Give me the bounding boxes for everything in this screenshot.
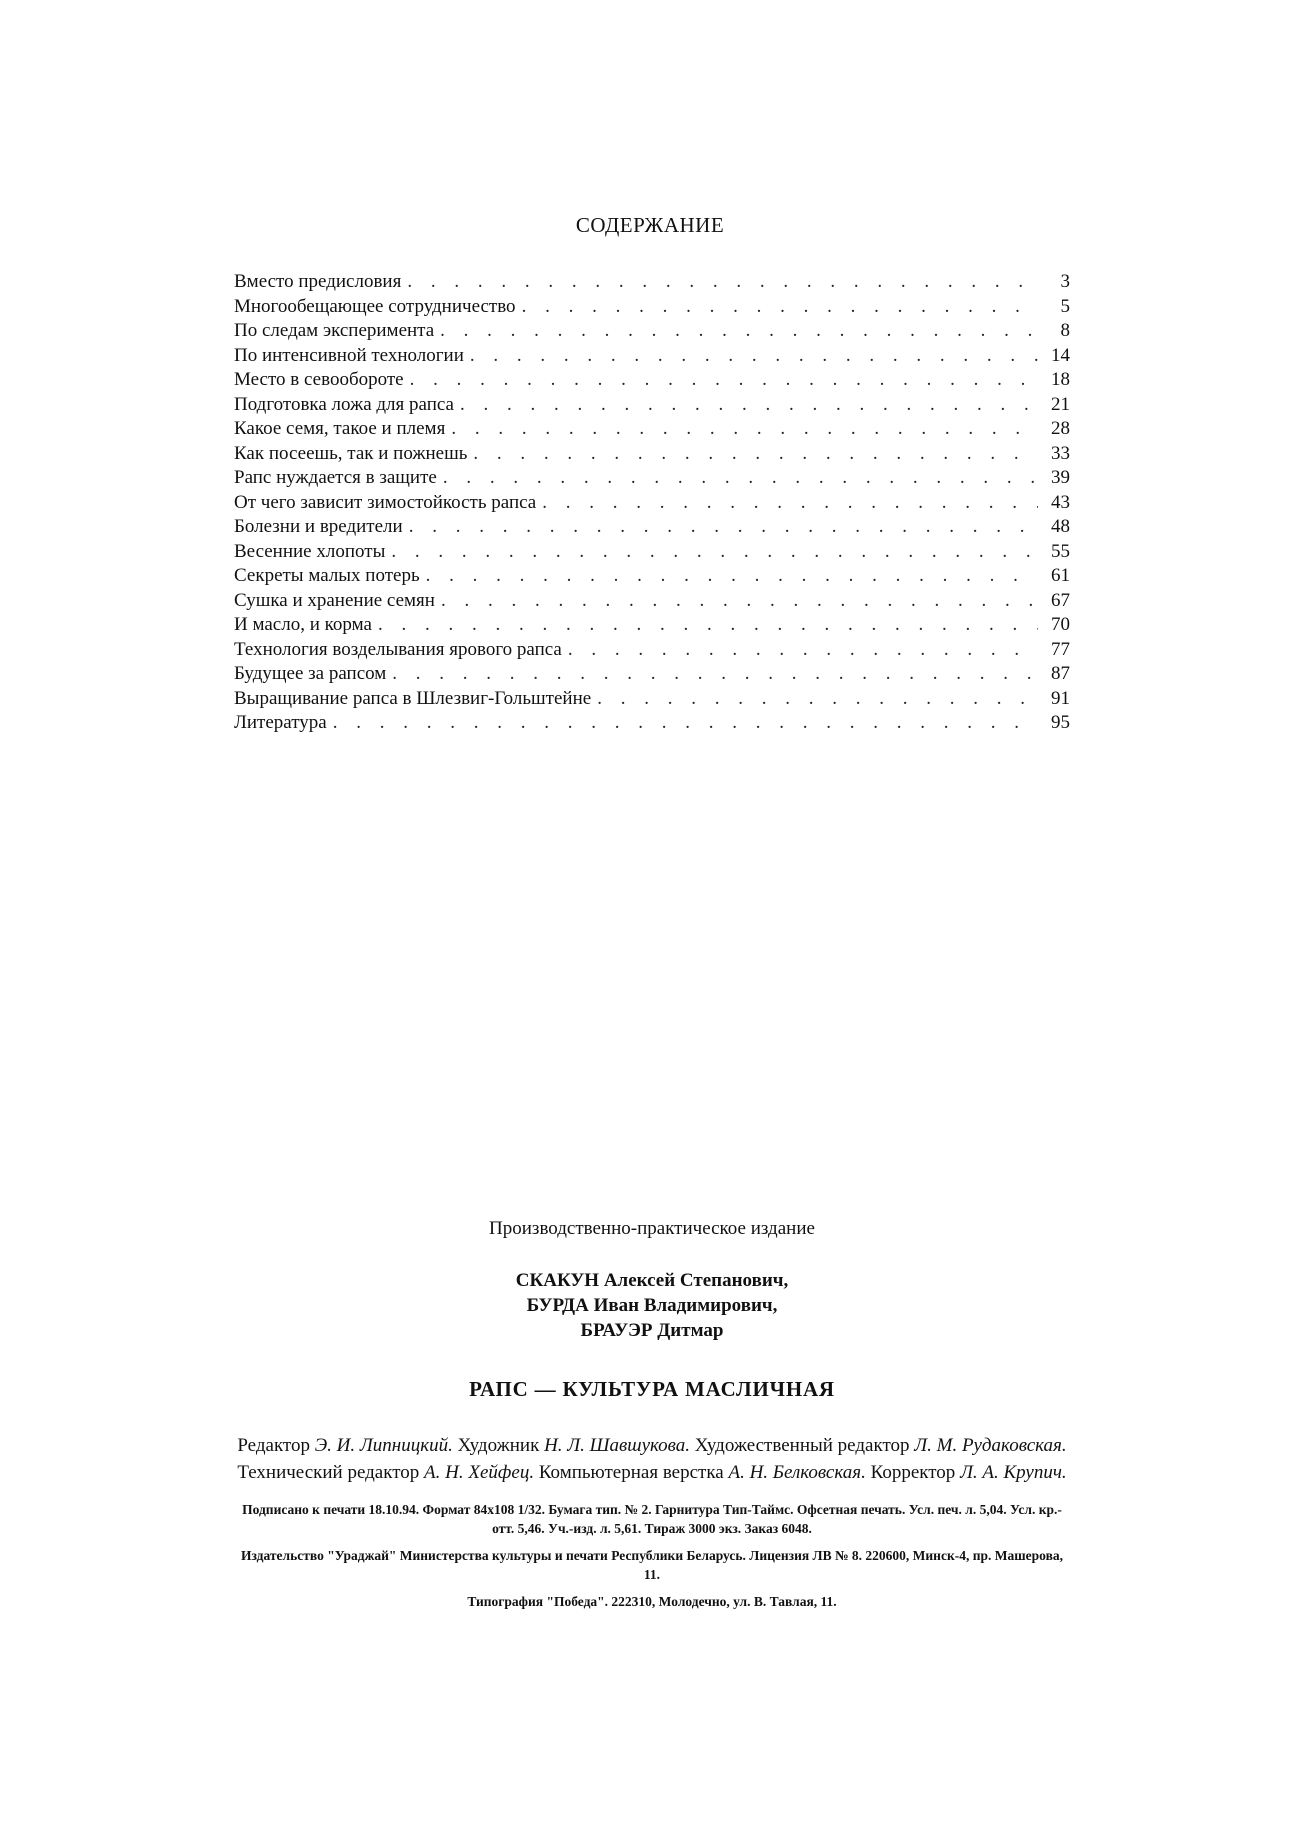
toc-leader-dots [410,368,1038,393]
toc-entry [234,491,1070,516]
toc-entry [234,319,1070,344]
toc-entry [234,564,1070,589]
toc-entry-title: По интенсивной технологии [234,344,464,366]
toc-leader-dots [441,589,1038,614]
toc-entry-page: 3 [1060,271,1070,292]
toc-leader-dots [378,613,1038,638]
toc-entry-page: 43 [1051,491,1070,513]
toc-entry-title: Болезни и вредители [234,516,403,537]
toc-entry-title: Вместо предисловия [234,271,402,292]
toc-leader-dots [568,638,1038,663]
toc-title: СОДЕРЖАНИЕ [575,213,725,237]
corrector-name: Л. А. Крупич. [960,1462,1067,1483]
credits [234,1432,1070,1486]
toc-entry-title: Рапс нуждается в защите [234,467,437,488]
toc-leader-dots [333,711,1038,736]
toc-entry-title: Сушка и хранение семян [234,589,435,611]
toc-entry-title: Литература [234,712,327,733]
toc-entry-page: 14 [1051,344,1070,366]
toc-entry [234,687,1070,712]
toc-leader-dots [542,491,1038,516]
artist-name: Н. Л. Шавшукова. [544,1435,691,1456]
toc-leader-dots [409,515,1038,540]
toc-entry [234,613,1070,638]
toc-entry-page: 55 [1051,540,1070,562]
toc-entry-page: 33 [1051,442,1070,464]
toc-entry [234,368,1070,393]
layout-label: Компьютерная верстка [538,1462,724,1483]
toc-entry [234,466,1070,491]
toc-leader-dots [597,687,1038,712]
toc-entry-page: 87 [1051,663,1070,684]
toc-entry-title: Весенние хлопоты [234,540,386,562]
print-info: Подписано к печати 18.10.94. Формат 84х108 1/32. Бумага тип. № 2. Гарнитура Тип-Таймс. Офсетная печать. Усл. печ. л. 5,04. Усл. кр.-отт. 5,46. Уч.-изд. л. 5,61. Тираж 3000 экз. Заказ 6048. [242,1502,1062,1536]
toc-entry-page: 28 [1051,418,1070,439]
toc-leader-dots [460,393,1038,418]
toc-leader-dots [391,540,1038,565]
toc-entry-title: Технология возделывания ярового рапса [234,638,562,660]
toc-entry-title: Будущее за рапсом [234,663,387,684]
table-of-contents [234,270,1070,736]
toc-entry-title: Какое семя, такое и племя [234,418,446,439]
authors [234,1268,1070,1343]
toc-entry-title: По следам эксперимента [234,320,435,341]
author-name: СКАКУН Алексей Степанович, [515,1270,789,1291]
editor-name: Э. И. Липницкий. [314,1435,453,1456]
toc-leader-dots [451,417,1038,442]
tech-editor-label: Технический редактор [237,1462,420,1483]
author-name: БРАУЭР Дитмар [580,1320,724,1341]
toc-leader-dots [443,466,1038,491]
toc-entry-page: 77 [1051,638,1070,660]
toc-entry-page: 70 [1051,614,1070,635]
toc-entry-title: Многообещающее сотрудничество [234,295,516,317]
toc-entry-page: 18 [1051,369,1070,390]
toc-entry [234,515,1070,540]
author-name: БУРДА Иван Владимирович, [526,1295,778,1316]
toc-entry-page: 8 [1060,320,1070,341]
toc-entry [234,662,1070,687]
publication-kind: Производственно-практическое издание [489,1218,815,1239]
publisher-info: Издательство "Ураджай" Министерства культуры и печати Республики Беларусь. Лицензия ЛВ № 8. 220600, Минск-4, пр. Машерова, 11. [241,1548,1063,1582]
toc-leader-dots [473,442,1038,467]
toc-entry-title: Как посеешь, так и пожнешь [234,442,468,464]
toc-leader-dots [426,564,1038,589]
toc-entry-page: 48 [1051,516,1070,537]
toc-entry-page: 39 [1051,467,1070,488]
tech-editor-name: А. Н. Хейфец. [424,1462,535,1483]
toc-entry-title: Выращивание рапса в Шлезвиг-Гольштейне [234,687,592,709]
toc-entry [234,711,1070,736]
corrector-label: Корректор [870,1462,956,1483]
toc-entry [234,589,1070,614]
toc-leader-dots [392,662,1038,687]
editor-label: Редактор [237,1435,310,1456]
toc-entry [234,270,1070,295]
book-title: РАПС — КУЛЬТУРА МАСЛИЧНАЯ [469,1377,835,1401]
toc-entry [234,295,1070,320]
toc-entry [234,540,1070,565]
art-editor-label: Художественный редактор [694,1435,910,1456]
toc-leader-dots [470,344,1038,369]
toc-entry-title: И масло, и корма [234,614,372,635]
toc-entry-page: 95 [1051,712,1070,733]
printer-info: Типография "Победа". 222310, Молодечно, ул. В. Тавлая, 11. [467,1594,837,1609]
toc-entry-page: 21 [1051,393,1070,415]
toc-entry-title: Подготовка ложа для рапса [234,393,454,415]
toc-entry-page: 5 [1060,295,1070,317]
toc-entry-title: Место в севообороте [234,369,404,390]
toc-entry-page: 61 [1051,565,1070,586]
art-editor-name: Л. М. Рудаковская. [914,1435,1067,1456]
toc-entry [234,417,1070,442]
imprint [234,1218,1070,1619]
toc-entry-page: 67 [1051,589,1070,611]
toc-entry-title: От чего зависит зимостойкость рапса [234,491,537,513]
toc-entry-page: 91 [1051,687,1070,709]
toc-entry [234,638,1070,663]
toc-entry-title: Секреты малых потерь [234,565,420,586]
toc-entry [234,344,1070,369]
toc-leader-dots [407,270,1038,295]
toc-entry [234,442,1070,467]
artist-label: Художник [457,1435,540,1456]
layout-name: А. Н. Белковская. [728,1462,866,1483]
toc-entry [234,393,1070,418]
toc-leader-dots [522,295,1038,320]
toc-leader-dots [440,319,1038,344]
